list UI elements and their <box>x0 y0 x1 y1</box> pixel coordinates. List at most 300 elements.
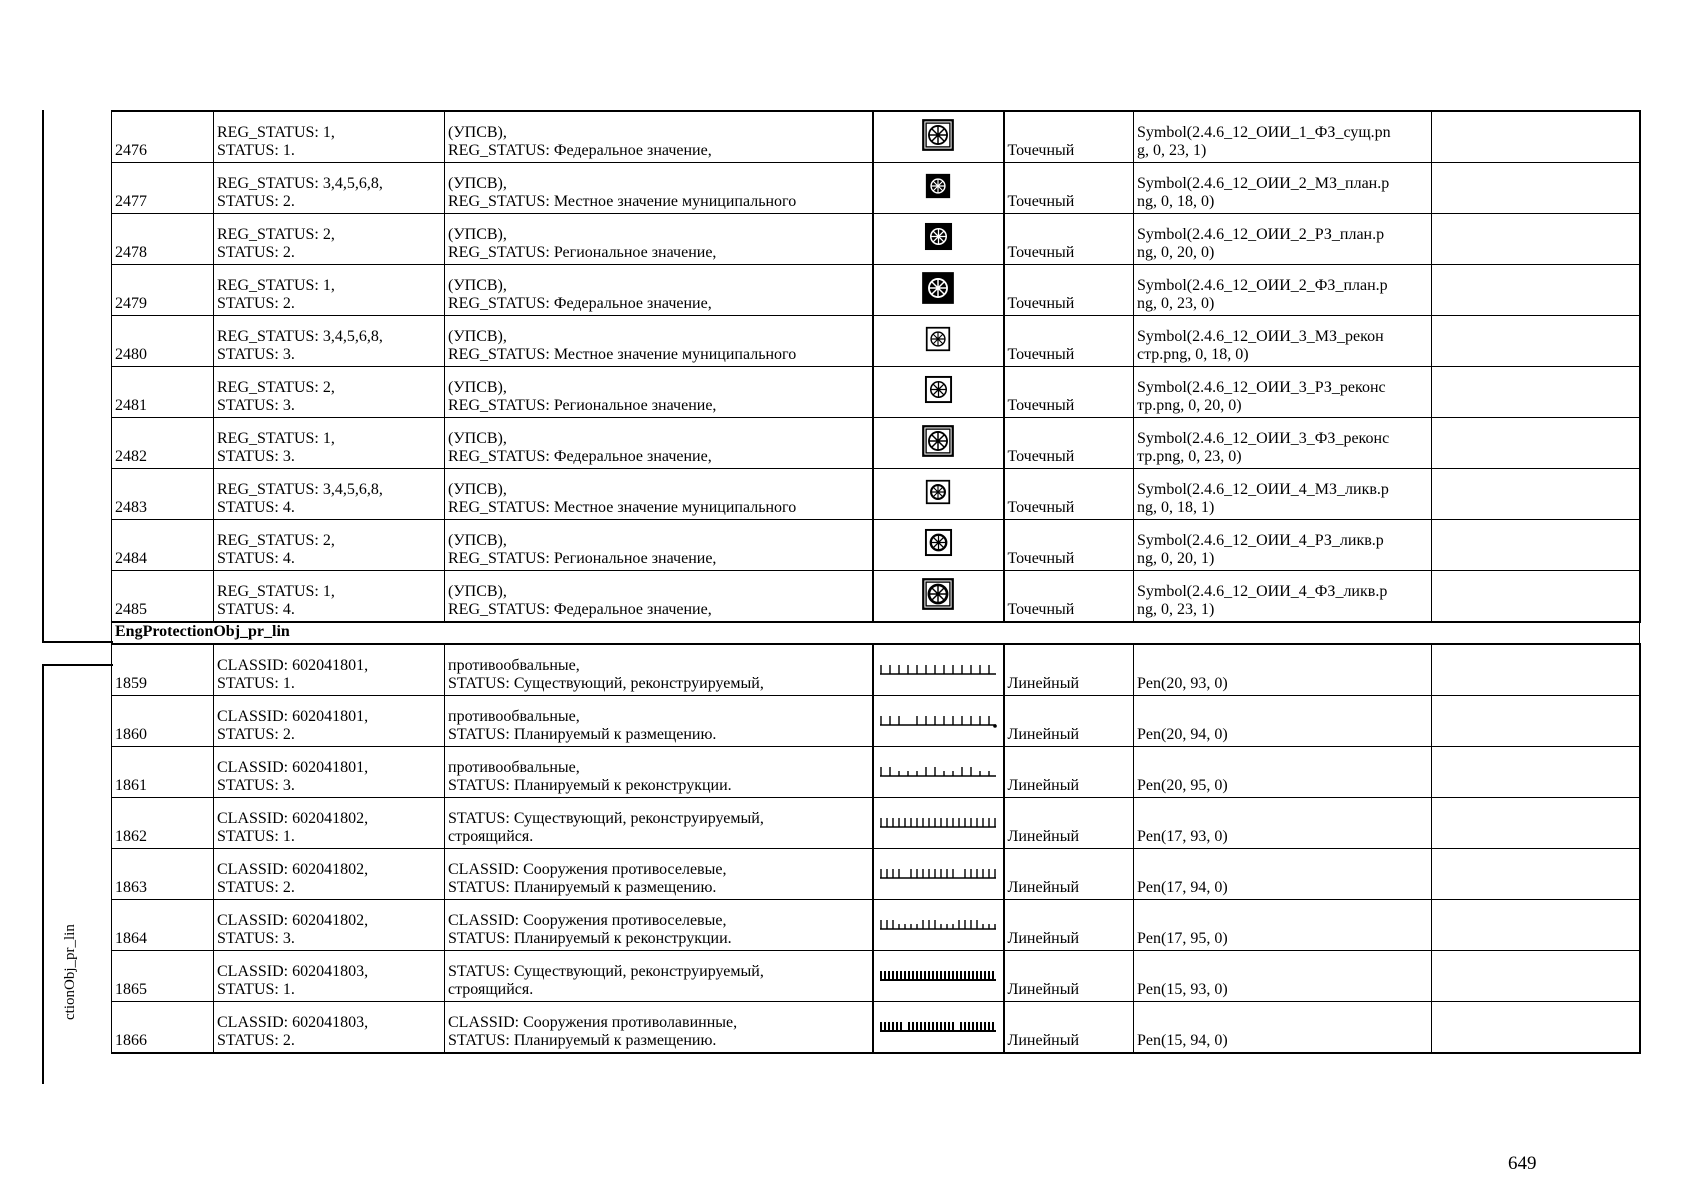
symbol-cell <box>873 214 1004 265</box>
description-cell-line: REG_STATUS: Федеральное значение, <box>448 601 712 618</box>
description-cell <box>445 316 873 367</box>
style-cell-line: Symbol(2.4.6_12_ОИИ_1_ФЗ_сущ.pn <box>1137 124 1391 141</box>
geometry-type-cell <box>1004 520 1134 571</box>
mudflow-barrier-planned-line-icon <box>878 869 998 886</box>
geometry-type-cell <box>1004 469 1134 520</box>
condition-cell-line: STATUS: 2. <box>217 726 295 743</box>
condition-cell-line: CLASSID: 602041801, <box>217 657 369 674</box>
id-cell <box>112 214 214 265</box>
description-cell-line: (УПСВ), <box>448 583 507 600</box>
group-a-body <box>112 111 1640 622</box>
description-cell-line: REG_STATUS: Местное значение муниципального <box>448 193 797 210</box>
id-cell-line: 1865 <box>115 981 147 998</box>
condition-cell-line: STATUS: 2. <box>217 295 295 312</box>
style-cell-line: Pen(17, 93, 0) <box>1137 828 1228 845</box>
style-cell <box>1134 644 1432 696</box>
empty-cell <box>1432 696 1640 747</box>
style-cell <box>1134 265 1432 316</box>
table-row <box>112 900 1640 951</box>
id-cell-line: 1864 <box>115 930 147 947</box>
condition-cell-line: STATUS: 4. <box>217 499 295 516</box>
protective-structure-local-liquidation-icon <box>925 492 951 509</box>
description-cell-line: (УПСВ), <box>448 226 507 243</box>
condition-cell-line: REG_STATUS: 1, <box>217 583 335 600</box>
condition-cell <box>214 469 445 520</box>
empty-cell <box>1432 214 1640 265</box>
section-header-row <box>112 622 1640 644</box>
style-cell-line: g, 0, 23, 1) <box>1137 142 1207 159</box>
style-cell-line: Pen(15, 93, 0) <box>1137 981 1228 998</box>
geometry-type-cell <box>1004 418 1134 469</box>
condition-cell <box>214 900 445 951</box>
style-cell <box>1134 214 1432 265</box>
condition-cell <box>214 798 445 849</box>
description-cell-line: (УПСВ), <box>448 379 507 396</box>
geometry-type-cell-line: Точечный <box>1007 295 1075 312</box>
description-cell-line: противообвальные, <box>448 759 580 776</box>
style-cell-line: Pen(20, 94, 0) <box>1137 726 1228 743</box>
symbol-cell <box>873 644 1004 696</box>
id-cell <box>112 1002 214 1054</box>
side-border-bottom-head <box>42 664 113 666</box>
empty-cell <box>1432 951 1640 1002</box>
table-row <box>112 571 1640 623</box>
symbol-cell <box>873 316 1004 367</box>
id-cell <box>112 111 214 163</box>
style-cell-line: Pen(17, 94, 0) <box>1137 879 1228 896</box>
condition-cell <box>214 418 445 469</box>
geometry-type-cell <box>1004 571 1134 623</box>
style-cell <box>1134 418 1432 469</box>
id-cell-line: 1866 <box>115 1032 147 1049</box>
style-cell-line: Symbol(2.4.6_12_ОИИ_2_РЗ_план.p <box>1137 226 1385 243</box>
description-cell-line: REG_STATUS: Местное значение муниципального <box>448 499 797 516</box>
id-cell-line: 2484 <box>115 550 147 567</box>
style-cell-line: стр.png, 0, 18, 0) <box>1137 346 1249 363</box>
symbol-cell <box>873 747 1004 798</box>
geometry-type-cell-line: Линейный <box>1007 930 1080 947</box>
symbol-cell <box>873 696 1004 747</box>
condition-cell-line: CLASSID: 602041802, <box>217 810 369 827</box>
description-cell-line: CLASSID: Сооружения противоселевые, <box>448 912 727 929</box>
description-cell-line: CLASSID: Сооружения противоселевые, <box>448 861 727 878</box>
description-cell <box>445 849 873 900</box>
condition-cell <box>214 367 445 418</box>
empty-cell <box>1432 418 1640 469</box>
symbol-cell <box>873 571 1004 623</box>
style-cell-line: Symbol(2.4.6_12_ОИИ_4_РЗ_ликв.p <box>1137 532 1384 549</box>
table-row <box>112 849 1640 900</box>
style-cell <box>1134 747 1432 798</box>
group-b-body <box>112 644 1640 1053</box>
id-cell <box>112 265 214 316</box>
symbol-cell <box>873 265 1004 316</box>
condition-cell <box>214 316 445 367</box>
description-cell <box>445 798 873 849</box>
description-cell <box>445 265 873 316</box>
id-cell <box>112 571 214 623</box>
condition-cell <box>214 951 445 1002</box>
condition-cell-line: REG_STATUS: 2, <box>217 379 335 396</box>
description-cell-line: (УПСВ), <box>448 175 507 192</box>
style-cell-line: Pen(20, 95, 0) <box>1137 777 1228 794</box>
description-cell <box>445 747 873 798</box>
condition-cell <box>214 520 445 571</box>
condition-cell-line: STATUS: 4. <box>217 601 295 618</box>
style-cell <box>1134 469 1432 520</box>
condition-cell <box>214 849 445 900</box>
condition-cell <box>214 1002 445 1054</box>
condition-cell-line: CLASSID: 602041803, <box>217 963 369 980</box>
description-cell <box>445 1002 873 1054</box>
id-cell <box>112 951 214 1002</box>
mudflow-barrier-reconstruction-line-icon <box>878 920 998 937</box>
condition-cell-line: REG_STATUS: 2, <box>217 532 335 549</box>
condition-cell-line: STATUS: 3. <box>217 397 295 414</box>
style-cell-line: ng, 0, 20, 1) <box>1137 550 1215 567</box>
description-cell-line: STATUS: Существующий, реконструируемый, <box>448 963 764 980</box>
empty-cell <box>1432 571 1640 623</box>
style-cell-line: Symbol(2.4.6_12_ОИИ_3_РЗ_реконс <box>1137 379 1386 396</box>
empty-cell <box>1432 111 1640 163</box>
style-cell <box>1134 900 1432 951</box>
geometry-type-cell <box>1004 849 1134 900</box>
table-row <box>112 111 1640 163</box>
description-cell <box>445 367 873 418</box>
condition-cell-line: STATUS: 2. <box>217 193 295 210</box>
id-cell-line: 1863 <box>115 879 147 896</box>
geometry-type-cell <box>1004 644 1134 696</box>
side-border-bottom <box>42 664 44 1084</box>
description-cell-line: REG_STATUS: Региональное значение, <box>448 244 717 261</box>
rockfall-barrier-existing-line-icon <box>878 665 998 682</box>
geometry-type-cell-line: Линейный <box>1007 777 1080 794</box>
id-cell <box>112 644 214 696</box>
geometry-type-cell-line: Точечный <box>1007 244 1075 261</box>
condition-cell-line: STATUS: 1. <box>217 675 295 692</box>
style-cell <box>1134 571 1432 623</box>
protective-structure-federal-planned-icon <box>921 292 955 309</box>
id-cell <box>112 747 214 798</box>
table-row <box>112 367 1640 418</box>
empty-cell <box>1432 316 1640 367</box>
condition-cell-line: STATUS: 3. <box>217 777 295 794</box>
table-row <box>112 696 1640 747</box>
description-cell-line: STATUS: Существующий, реконструируемый, <box>448 810 764 827</box>
style-cell-line: ng, 0, 18, 1) <box>1137 499 1215 516</box>
condition-cell <box>214 163 445 214</box>
style-cell-line: Symbol(2.4.6_12_ОИИ_2_МЗ_план.p <box>1137 175 1390 192</box>
empty-cell <box>1432 163 1640 214</box>
protective-structure-federal-existing-icon <box>921 139 955 156</box>
style-cell <box>1134 849 1432 900</box>
symbol-cell <box>873 520 1004 571</box>
style-cell <box>1134 798 1432 849</box>
style-cell <box>1134 951 1432 1002</box>
empty-cell <box>1432 265 1640 316</box>
geometry-type-cell-line: Линейный <box>1007 1032 1080 1049</box>
protective-structure-federal-reconstruction-icon <box>921 445 955 462</box>
description-cell-line: (УПСВ), <box>448 277 507 294</box>
empty-cell <box>1432 900 1640 951</box>
description-cell-line: (УПСВ), <box>448 328 507 345</box>
id-cell-line: 2481 <box>115 397 147 414</box>
condition-cell-line: STATUS: 3. <box>217 346 295 363</box>
condition-cell <box>214 747 445 798</box>
condition-cell-line: REG_STATUS: 2, <box>217 226 335 243</box>
table-row <box>112 747 1640 798</box>
geometry-type-cell <box>1004 747 1134 798</box>
description-cell <box>445 111 873 163</box>
id-cell-line: 2476 <box>115 142 147 159</box>
empty-cell <box>1432 747 1640 798</box>
protective-structure-regional-liquidation-icon <box>924 544 953 561</box>
description-cell-line: STATUS: Планируемый к размещению. <box>448 879 717 896</box>
protective-structure-local-reconstruction-icon <box>925 339 951 356</box>
geometry-type-cell <box>1004 696 1134 747</box>
geometry-type-cell <box>1004 163 1134 214</box>
geometry-type-cell-line: Точечный <box>1007 346 1075 363</box>
description-cell-line: (УПСВ), <box>448 481 507 498</box>
style-cell <box>1134 316 1432 367</box>
id-cell-line: 2480 <box>115 346 147 363</box>
style-cell-line: Symbol(2.4.6_12_ОИИ_3_МЗ_рекон <box>1137 328 1384 345</box>
description-cell-line: (УПСВ), <box>448 532 507 549</box>
style-cell-line: тр.png, 0, 23, 0) <box>1137 448 1242 465</box>
style-cell-line: Symbol(2.4.6_12_ОИИ_4_ФЗ_ликв.p <box>1137 583 1388 600</box>
geometry-type-cell-line: Точечный <box>1007 601 1075 618</box>
id-cell <box>112 520 214 571</box>
geometry-type-cell-line: Точечный <box>1007 448 1075 465</box>
id-cell-line: 2485 <box>115 601 147 618</box>
condition-cell-line: CLASSID: 602041801, <box>217 759 369 776</box>
condition-cell-line: STATUS: 3. <box>217 930 295 947</box>
empty-cell <box>1432 520 1640 571</box>
geometry-type-cell-line: Линейный <box>1007 981 1080 998</box>
condition-cell-line: CLASSID: 602041803, <box>217 1014 369 1031</box>
page-number: 649 <box>1508 1153 1537 1174</box>
description-cell <box>445 214 873 265</box>
condition-cell <box>214 111 445 163</box>
geometry-type-cell-line: Линейный <box>1007 675 1080 692</box>
id-cell-line: 2482 <box>115 448 147 465</box>
id-cell-line: 2477 <box>115 193 147 210</box>
rockfall-barrier-reconstruction-line-icon <box>878 767 998 784</box>
id-cell <box>112 418 214 469</box>
side-border-top-foot <box>42 641 113 643</box>
symbol-cell <box>873 798 1004 849</box>
description-cell-line: REG_STATUS: Федеральное значение, <box>448 448 712 465</box>
protective-structure-federal-liquidation-icon <box>921 598 955 615</box>
condition-cell-line: REG_STATUS: 1, <box>217 277 335 294</box>
style-cell <box>1134 1002 1432 1054</box>
avalanche-barrier-existing-line-icon <box>878 971 998 988</box>
description-cell-line: STATUS: Планируемый к размещению. <box>448 1032 717 1049</box>
geometry-type-cell-line: Линейный <box>1007 879 1080 896</box>
condition-cell <box>214 696 445 747</box>
table-row <box>112 469 1640 520</box>
style-cell-line: Pen(17, 95, 0) <box>1137 930 1228 947</box>
id-cell-line: 2479 <box>115 295 147 312</box>
style-cell-line: ng, 0, 23, 1) <box>1137 601 1215 618</box>
id-cell-line: 1859 <box>115 675 147 692</box>
description-cell-line: противообвальные, <box>448 657 580 674</box>
condition-cell-line: CLASSID: 602041802, <box>217 912 369 929</box>
geometry-type-cell <box>1004 367 1134 418</box>
protective-structure-regional-reconstruction-icon <box>924 391 953 408</box>
empty-cell <box>1432 367 1640 418</box>
description-cell-line: STATUS: Планируемый к реконструкции. <box>448 777 732 794</box>
condition-cell <box>214 214 445 265</box>
condition-cell-line: STATUS: 2. <box>217 1032 295 1049</box>
condition-cell-line: CLASSID: 602041801, <box>217 708 369 725</box>
geometry-type-cell-line: Точечный <box>1007 397 1075 414</box>
style-cell-line: Pen(20, 93, 0) <box>1137 675 1228 692</box>
empty-cell <box>1432 849 1640 900</box>
table-row <box>112 265 1640 316</box>
geometry-type-cell <box>1004 798 1134 849</box>
empty-cell <box>1432 644 1640 696</box>
empty-cell <box>1432 469 1640 520</box>
id-cell-line: 2478 <box>115 244 147 261</box>
table-row <box>112 163 1640 214</box>
condition-cell <box>214 571 445 623</box>
condition-cell-line: STATUS: 1. <box>217 828 295 845</box>
id-cell <box>112 798 214 849</box>
geometry-type-cell <box>1004 951 1134 1002</box>
protective-structure-regional-planned-icon <box>924 238 953 255</box>
table-row <box>112 644 1640 696</box>
geometry-type-cell-line: Линейный <box>1007 726 1080 743</box>
style-cell-line: тр.png, 0, 20, 0) <box>1137 397 1242 414</box>
protective-structure-local-planned-icon <box>925 186 951 203</box>
condition-cell-line: CLASSID: 602041802, <box>217 861 369 878</box>
description-cell-line: STATUS: Планируемый к размещению. <box>448 726 717 743</box>
id-cell <box>112 900 214 951</box>
description-cell-line: REG_STATUS: Региональное значение, <box>448 550 717 567</box>
description-cell-line: STATUS: Существующий, реконструируемый, <box>448 675 764 692</box>
symbol-cell <box>873 418 1004 469</box>
table-row <box>112 951 1640 1002</box>
description-cell <box>445 951 873 1002</box>
condition-cell <box>214 265 445 316</box>
geometry-type-cell-line: Точечный <box>1007 142 1075 159</box>
id-cell-line: 2483 <box>115 499 147 516</box>
geometry-type-cell-line: Точечный <box>1007 550 1075 567</box>
symbol-cell <box>873 849 1004 900</box>
condition-cell-line: REG_STATUS: 3,4,5,6,8, <box>217 175 383 192</box>
geometry-type-cell <box>1004 265 1134 316</box>
style-cell <box>1134 111 1432 163</box>
condition-cell-line: REG_STATUS: 1, <box>217 124 335 141</box>
condition-cell-line: REG_STATUS: 3,4,5,6,8, <box>217 328 383 345</box>
section-title: EngProtectionObj_pr_lin <box>112 622 1640 644</box>
empty-cell <box>1432 1002 1640 1054</box>
id-cell <box>112 163 214 214</box>
description-cell <box>445 696 873 747</box>
symbol-cell <box>873 111 1004 163</box>
id-cell-line: 1860 <box>115 726 147 743</box>
description-cell <box>445 469 873 520</box>
description-cell-line: строящийся. <box>448 828 534 845</box>
condition-cell-line: STATUS: 1. <box>217 981 295 998</box>
style-cell-line: Symbol(2.4.6_12_ОИИ_3_ФЗ_реконс <box>1137 430 1390 447</box>
description-cell-line: REG_STATUS: Местное значение муниципального <box>448 346 797 363</box>
description-cell <box>445 900 873 951</box>
table-row <box>112 418 1640 469</box>
id-cell <box>112 849 214 900</box>
rockfall-barrier-planned-line-icon <box>878 716 998 733</box>
id-cell-line: 1861 <box>115 777 147 794</box>
geometry-type-cell <box>1004 316 1134 367</box>
style-cell-line: ng, 0, 23, 0) <box>1137 295 1215 312</box>
style-cell <box>1134 163 1432 214</box>
table-row <box>112 214 1640 265</box>
description-cell <box>445 644 873 696</box>
condition-cell-line: STATUS: 1. <box>217 142 295 159</box>
description-cell <box>445 520 873 571</box>
table-row <box>112 1002 1640 1054</box>
symbol-table <box>111 110 1641 1054</box>
style-cell-line: Symbol(2.4.6_12_ОИИ_2_ФЗ_план.p <box>1137 277 1388 294</box>
id-cell <box>112 316 214 367</box>
table-row <box>112 798 1640 849</box>
symbol-cell <box>873 1002 1004 1054</box>
description-cell-line: (УПСВ), <box>448 124 507 141</box>
description-cell-line: противообвальные, <box>448 708 580 725</box>
geometry-type-cell <box>1004 214 1134 265</box>
side-border-top <box>42 110 44 643</box>
table-row <box>112 316 1640 367</box>
geometry-type-cell-line: Линейный <box>1007 828 1080 845</box>
description-cell-line: REG_STATUS: Федеральное значение, <box>448 142 712 159</box>
style-cell-line: Pen(15, 94, 0) <box>1137 1032 1228 1049</box>
description-cell <box>445 163 873 214</box>
geometry-type-cell <box>1004 900 1134 951</box>
condition-cell-line: STATUS: 2. <box>217 879 295 896</box>
id-cell <box>112 696 214 747</box>
avalanche-barrier-planned-line-icon <box>878 1022 998 1039</box>
symbol-cell <box>873 469 1004 520</box>
description-cell-line: REG_STATUS: Региональное значение, <box>448 397 717 414</box>
style-cell-line: ng, 0, 20, 0) <box>1137 244 1215 261</box>
symbol-cell <box>873 951 1004 1002</box>
condition-cell-line: REG_STATUS: 3,4,5,6,8, <box>217 481 383 498</box>
side-label: ctionObj_pr_lin <box>62 924 78 1020</box>
condition-cell-line: STATUS: 4. <box>217 550 295 567</box>
geometry-type-cell <box>1004 111 1134 163</box>
description-cell <box>445 418 873 469</box>
description-cell-line: CLASSID: Сооружения противолавинные, <box>448 1014 738 1031</box>
condition-cell-line: REG_STATUS: 1, <box>217 430 335 447</box>
table-row <box>112 520 1640 571</box>
style-cell <box>1134 367 1432 418</box>
style-cell-line: ng, 0, 18, 0) <box>1137 193 1215 210</box>
geometry-type-cell <box>1004 1002 1134 1054</box>
style-cell <box>1134 520 1432 571</box>
id-cell-line: 1862 <box>115 828 147 845</box>
geometry-type-cell-line: Точечный <box>1007 193 1075 210</box>
symbol-cell <box>873 900 1004 951</box>
condition-cell-line: STATUS: 3. <box>217 448 295 465</box>
description-cell-line: REG_STATUS: Федеральное значение, <box>448 295 712 312</box>
description-cell-line: строящийся. <box>448 981 534 998</box>
symbol-cell <box>873 163 1004 214</box>
symbol-cell <box>873 367 1004 418</box>
condition-cell <box>214 644 445 696</box>
condition-cell-line: STATUS: 2. <box>217 244 295 261</box>
geometry-type-cell-line: Точечный <box>1007 499 1075 516</box>
